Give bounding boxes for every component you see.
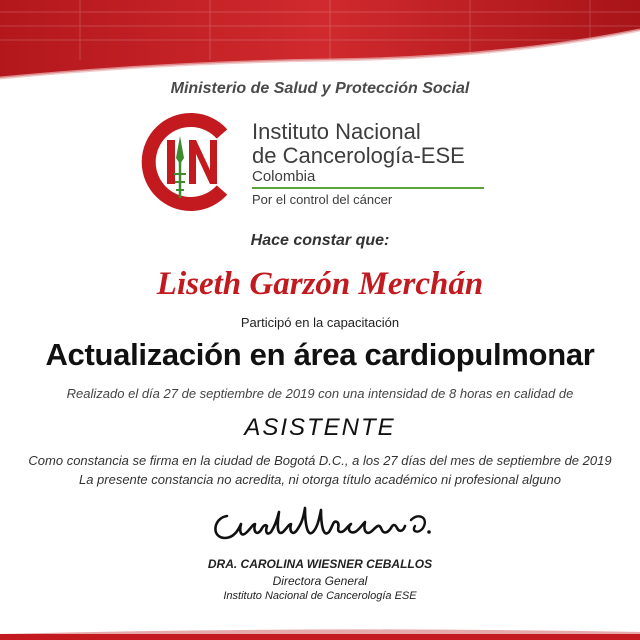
inc-emblem-icon [140, 112, 240, 212]
attests-heading: Hace constar que: [250, 232, 390, 249]
handwritten-signature [205, 502, 440, 550]
course-detail: Realizado el día 27 de septiembre de 2019 con una intensidad de 8 horas en calidad de [66, 386, 574, 401]
logo-slogan: Por el control del cáncer [252, 192, 393, 207]
logo-country: Colombia [252, 168, 316, 185]
participation-text: Participó en la capacitación [240, 315, 400, 330]
signatory-title: Directora General [272, 574, 368, 588]
bottom-border [0, 622, 640, 640]
recipient-name: Liseth Garzón Merchán [156, 266, 484, 302]
signatory-name: DRA. CAROLINA WIESNER CEBALLOS [207, 557, 433, 571]
logo-name-line2: de Cancerología-ESE [252, 143, 465, 168]
institute-logo [140, 112, 500, 212]
signing-statement: Como constancia se firma en la ciudad de Bogotá D.C., a los 27 días del mes de septiembre de 2019 [28, 453, 612, 468]
logo-name-line1: Instituto Nacional [252, 119, 421, 144]
course-title: Actualización en área cardiopulmonar [45, 337, 595, 372]
participant-role: ASISTENTE [244, 414, 396, 441]
disclaimer-statement: La presente constancia no acredita, ni otorga título académico ni profesional alguno [78, 472, 562, 487]
logo-divider [252, 187, 484, 189]
signatory-organization: Instituto Nacional de Cancerología ESE [223, 590, 417, 602]
logo-wordmark [252, 120, 502, 208]
ministry-heading: Ministerio de Salud y Protección Social [170, 80, 470, 97]
